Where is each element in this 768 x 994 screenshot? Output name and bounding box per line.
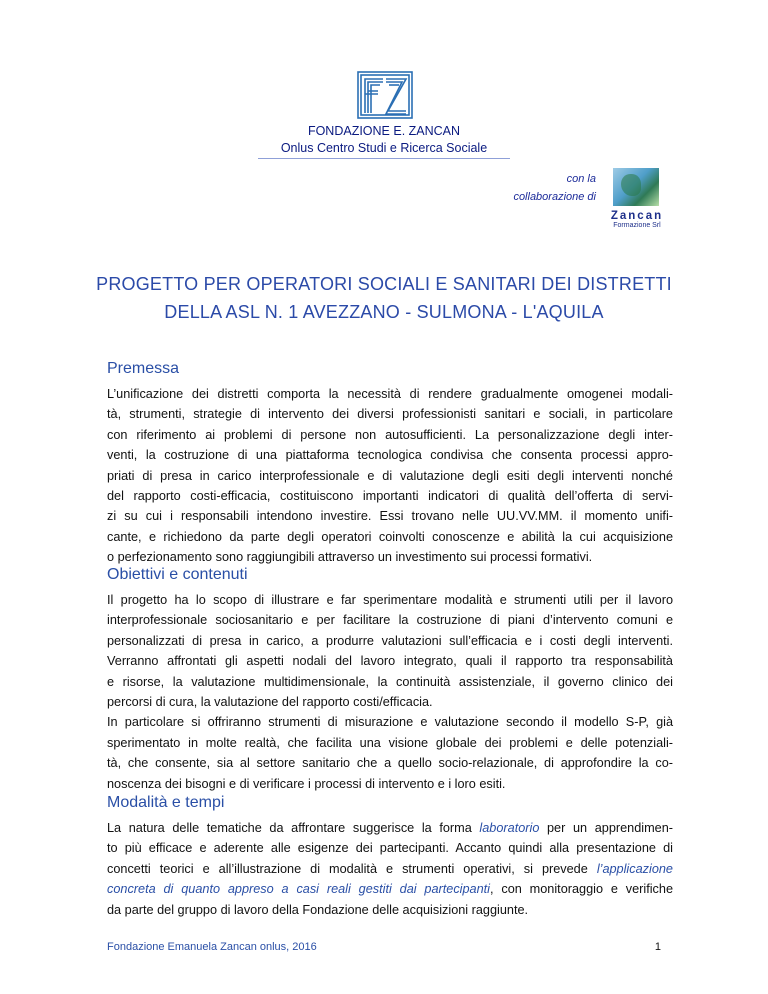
text-line	[107, 838, 673, 858]
text-line: venti, la costruzione di una piattaforma tecnologica condivisa che consenta processi appro-	[107, 448, 673, 463]
text-line: Verranno affrontati gli aspetti nodali del lavoro integrato, quali il rapporto tra responsabilità	[107, 654, 673, 669]
org-subtitle: Onlus Centro Studi e Ricerca Sociale	[280, 141, 488, 155]
section-heading-obiettivi: Obiettivi e contenuti	[107, 566, 248, 583]
text-line: cante, e richiedono da parte degli operatori coinvolti conoscenze e abilità la cui acquisizione	[107, 529, 673, 544]
text-line: priati di presa in carico interprofessionale e di valutazione degli esiti degli interventi nonché	[107, 468, 673, 483]
text-line: L’unificazione dei distretti comporta la necessità di rendere gradualmente omogenei modali-	[107, 387, 673, 401]
text-line: sperimentato in molte realtà, che facilita una visione globale dei problemi e delle potenziali-	[107, 735, 673, 750]
header-divider	[258, 158, 510, 159]
section-heading-modalita: Modalità e tempi	[107, 794, 225, 811]
collab-line-2: collaborazione di	[513, 191, 596, 203]
text-run: to più efficace e aderente alle esigenze dei partecipanti. Accanto quindi alla presentazione di	[107, 841, 673, 856]
text-line: personalizzati di presa in carico, a produrre valutazioni sull’efficacia e i costi degli interventi.	[107, 633, 673, 648]
text-line	[107, 818, 673, 838]
text-run: concetti teorici e all’illustrazione di modalità e strumenti operativi, si prevede	[107, 861, 597, 876]
document-title-line-2: DELLA ASL N. 1 AVEZZANO - SULMONA - L'AQUILA	[164, 302, 604, 322]
section-heading-premessa: Premessa	[107, 360, 180, 377]
text-line: percorsi di cura, la valutazione del rapporto costi/efficacia.	[107, 695, 433, 710]
org-name: FONDAZIONE E. ZANCAN	[307, 124, 461, 138]
partner-subtitle: Formazione Srl	[613, 222, 661, 229]
document-title-line-1: PROGETTO PER OPERATORI SOCIALI E SANITARI DEI DISTRETTI	[96, 274, 672, 294]
text-line: zi su cui i responsabili intendono investire. Essi trovano nelle UU.VV.MM. il momento unifi-	[107, 509, 673, 524]
fz-logo	[356, 70, 414, 120]
text-run: La natura delle tematiche da affrontare suggerisce la forma	[107, 821, 480, 835]
footer-text: Fondazione Emanuela Zancan onlus, 2016	[107, 941, 317, 953]
text-line	[107, 879, 673, 899]
collaboration-note	[513, 170, 596, 206]
text-run: , con monitoraggio e verifiche	[490, 882, 674, 897]
emphasis-casi-reali: concreta di quanto appreso a casi reali gestiti dai partecipanti	[107, 882, 491, 897]
text-run: per un apprendimen-	[539, 821, 673, 835]
page-number: 1	[654, 941, 661, 953]
collab-line-1: con la	[566, 173, 596, 185]
text-line: con riferimento ai problemi di persone non autosufficienti. La personalizzazione degli inter-	[107, 427, 673, 442]
text-line: e risorse, la valutazione multidimensionale, la continuità assistenziale, il governo clinico dei	[107, 674, 673, 689]
text-line: interprofessionale sociosanitario e per facilitare la costruzione di piani d’intervento comuni e	[107, 613, 673, 628]
emphasis-laboratorio: laboratorio	[479, 821, 540, 835]
text-line: tà, strumenti, strategie di intervento dei diversi professionisti sanitari e sociali, in particolare	[107, 407, 673, 422]
text-line: In particolare si offriranno strumenti di misurazione e valutazione secondo il modello S-P, già	[107, 715, 673, 730]
section-body-obiettivi	[107, 590, 673, 794]
section-body-premessa	[107, 384, 673, 568]
text-line	[107, 900, 673, 920]
section-body-modalita	[107, 818, 673, 920]
text-line: o perfezionamento sono raggiungibili attraverso un investimento sui processi formativi.	[107, 550, 593, 565]
zancan-formazione-logo-image	[613, 168, 659, 206]
text-line: tà, che consente, sia al settore sanitario che a quello socio-relazionale, di approfondire la co-	[107, 756, 673, 771]
emphasis-applicazione: l’applicazione	[596, 861, 673, 876]
text-line	[107, 859, 673, 879]
partner-name: Zancan	[610, 210, 664, 222]
text-line: del rapporto costi-efficacia, costituiscono importanti indicatori di qualità dell’offerta di servi-	[107, 489, 673, 504]
text-run: da parte del gruppo di lavoro della Fondazione delle acquisizioni raggiunte.	[107, 902, 529, 917]
text-line: noscenza dei bisogni e di verificare i processi di intervento e i loro esiti.	[107, 776, 506, 791]
text-line: Il progetto ha lo scopo di illustrare e far sperimentare modalità e strumenti utili per il lavoro	[107, 593, 673, 607]
